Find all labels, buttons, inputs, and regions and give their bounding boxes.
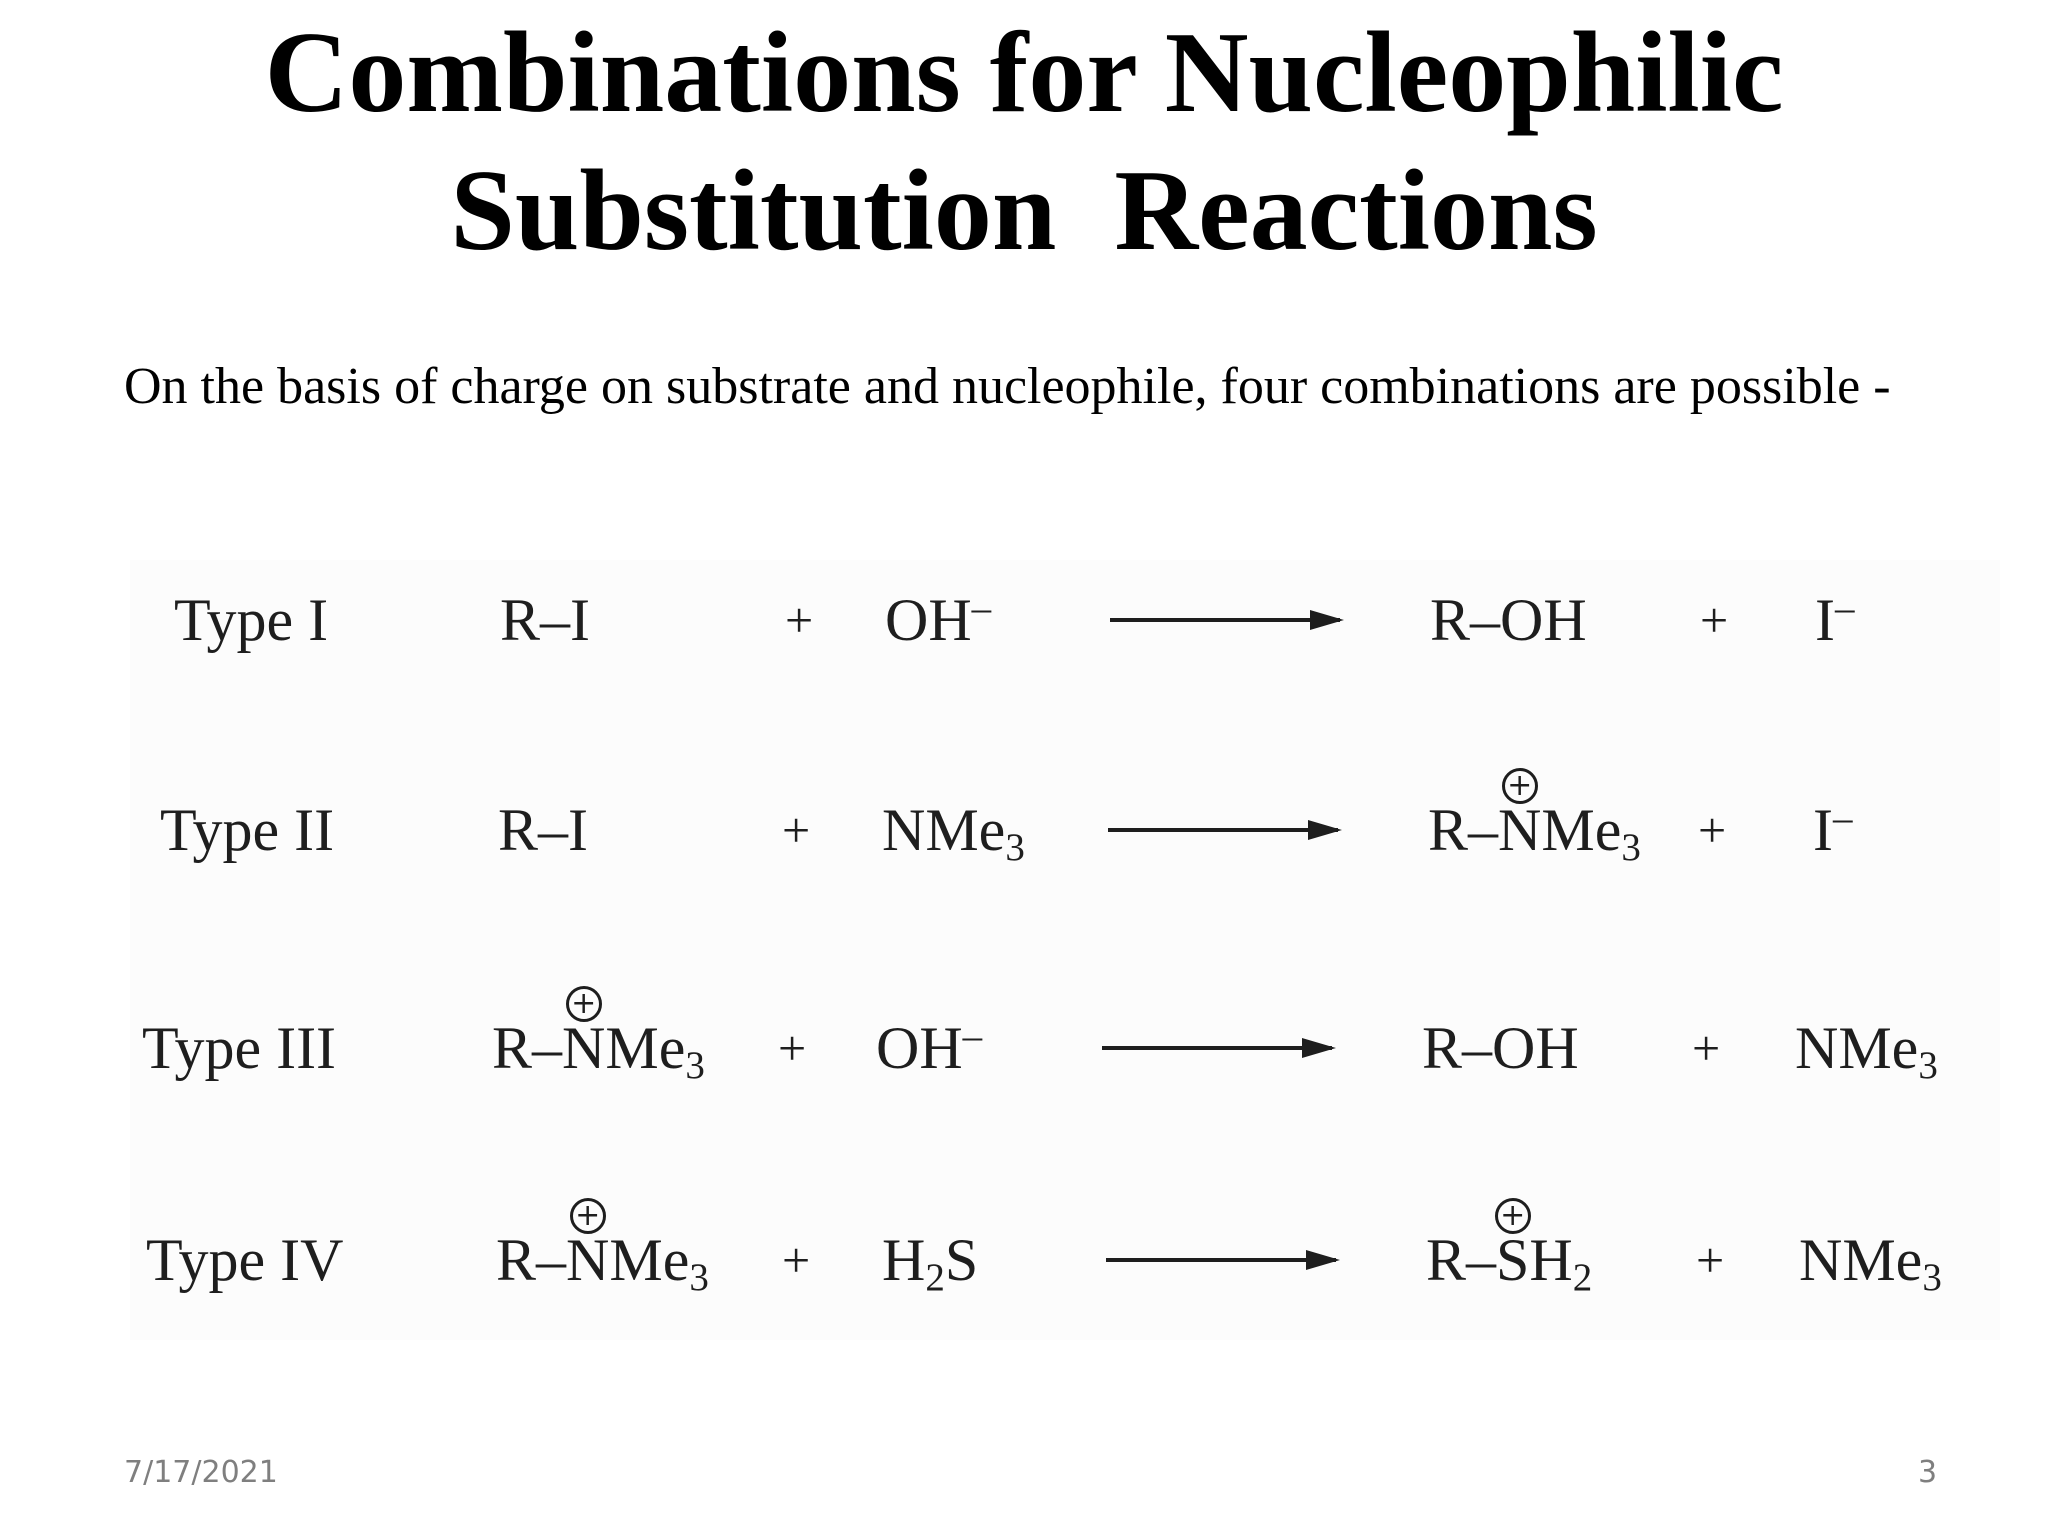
reaction-arrow-icon [1110, 618, 1340, 622]
reaction-type-label: Type III [142, 1015, 337, 1081]
plus-sign: + [782, 1232, 811, 1288]
reaction-arrow-icon [1106, 1258, 1336, 1262]
product-main: R– + NMe$_3$ [1428, 768, 1641, 869]
product-leaving-group: I– [1813, 796, 1853, 863]
plus-sign: + [785, 592, 814, 648]
plus-sign: + [782, 802, 811, 858]
slide-page-number: 3 [1918, 1455, 1938, 1490]
nucleophile: $H_2S$ [882, 1227, 979, 1299]
plus-sign: + [778, 1020, 807, 1076]
reaction-row-type-4 [130, 1200, 2000, 1320]
positive-charge-icon: + [1495, 1198, 1531, 1234]
substrate: R– + NMe$_3$ [492, 986, 705, 1087]
substrate: R– + NMe$_3$ [496, 1198, 709, 1299]
plus-sign: + [1698, 802, 1727, 858]
slide-date: 7/17/2021 [124, 1455, 278, 1490]
plus-sign: + [1696, 1232, 1725, 1288]
product-leaving-group: I– [1815, 586, 1855, 653]
product-leaving-group: NMe$_3$ [1799, 1227, 1942, 1299]
product-main: R–OH [1422, 1015, 1579, 1081]
title-line-2: Substitution Reactions [450, 147, 1598, 275]
intro-text: On the basis of charge on substrate and nucleophile, four combinations are possible - [124, 358, 1891, 415]
nucleophile: NMe$_3$ [882, 797, 1025, 869]
reaction-type-label: Type II [160, 797, 335, 863]
positive-charge-icon: + [566, 986, 602, 1022]
reaction-type-label: Type I [174, 587, 329, 653]
positive-charge-icon: + [1502, 768, 1538, 804]
reaction-row-type-3 [130, 988, 2000, 1108]
substrate: R–I [500, 587, 591, 653]
product-main: R– + $SH_2$ [1426, 1198, 1593, 1299]
nucleophile: OH– [876, 1014, 983, 1081]
reaction-arrow-icon [1102, 1046, 1332, 1050]
slide-title [124, 4, 1924, 280]
reaction-table [130, 560, 2000, 1340]
plus-sign: + [1692, 1020, 1721, 1076]
reaction-arrow-icon [1108, 828, 1338, 832]
reaction-row-type-1 [130, 560, 2000, 680]
title-line-1: Combinations for Nucleophilic [264, 9, 1784, 137]
positive-charge-icon: + [570, 1198, 606, 1234]
reaction-row-type-2 [130, 770, 2000, 890]
product-main: R–OH [1430, 587, 1587, 653]
plus-sign: + [1700, 592, 1729, 648]
nucleophile: OH– [885, 586, 992, 653]
substrate: R–I [498, 797, 589, 863]
reaction-type-label: Type IV [146, 1227, 344, 1293]
product-leaving-group: NMe$_3$ [1795, 1015, 1938, 1087]
